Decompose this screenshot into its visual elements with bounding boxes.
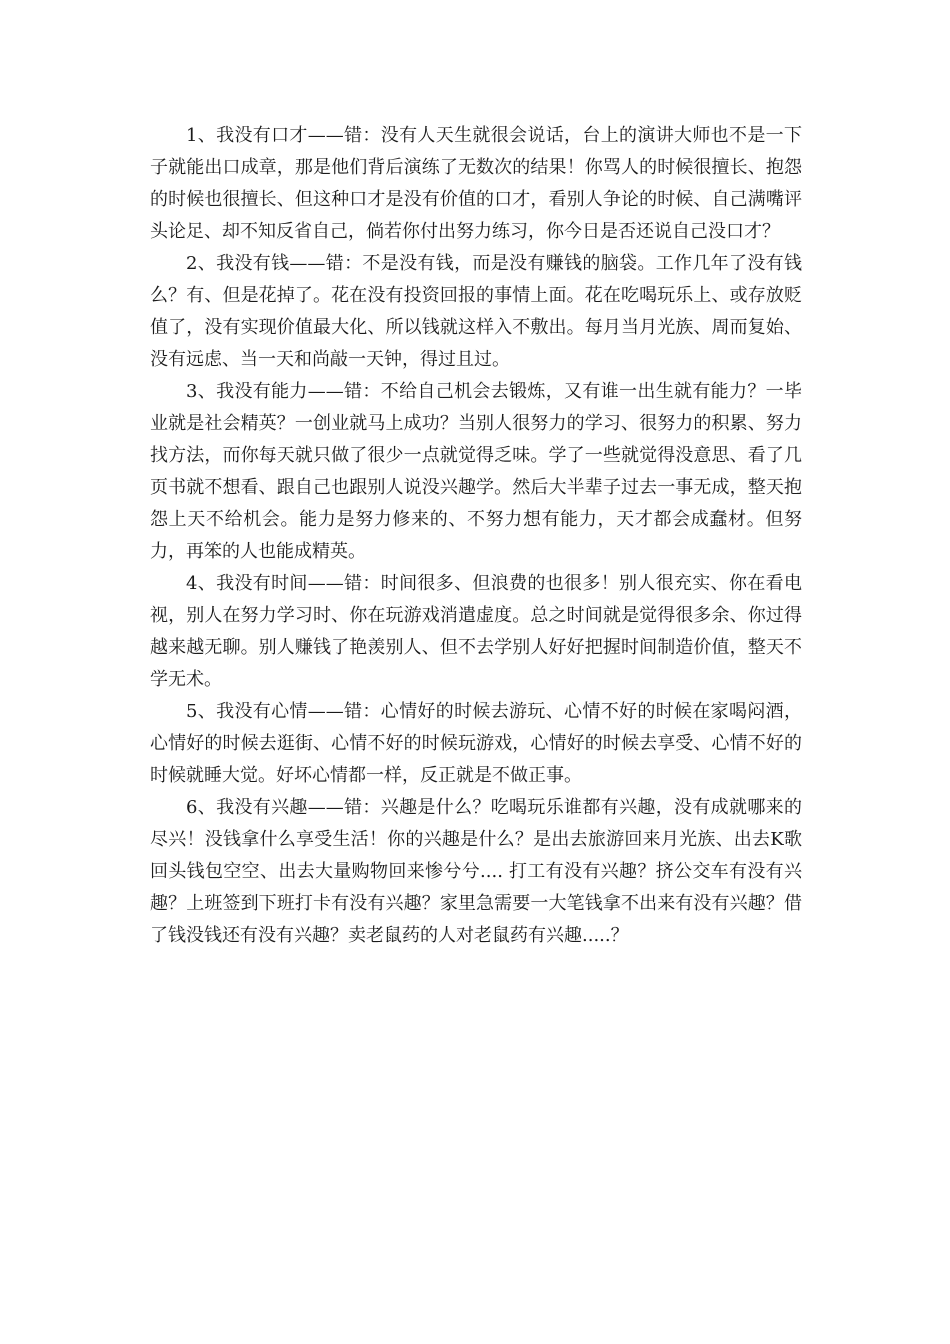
document-body	[150, 120, 802, 952]
paragraph-5: 5、我没有心情——错：心情好的时候去游玩、心情不好的时候在家喝闷酒，心情好的时候去逛街、心情不好的时候玩游戏，心情好的时候去享受、心情不好的时候就睡大觉。好坏心情都一样，反正就是不做正事。	[150, 701, 802, 786]
paragraph-6: 6、我没有兴趣——错：兴趣是什么？吃喝玩乐谁都有兴趣，没有成就哪来的尽兴！没钱拿什么享受生活！你的兴趣是什么？是出去旅游回来月光族、出去K歌回头钱包空空、出去大量购物回来惨兮兮.... 打工有没有兴趣？挤公交车有没有兴趣？上班签到下班打卡有没有兴趣？家里急需要一大笔钱拿不出来有没有兴趣？借了钱没钱还有没有兴趣？卖老鼠药的人对老鼠药有兴趣.....？	[150, 797, 802, 946]
paragraph-3: 3、我没有能力——错：不给自己机会去锻炼，又有谁一出生就有能力？一毕业就是社会精英？一创业就马上成功？当别人很努力的学习、很努力的积累、努力找方法，而你每天就只做了很少一点就觉得乏味。学了一些就觉得没意思、看了几页书就不想看、跟自己也跟别人说没兴趣学。然后大半辈子过去一事无成，整天抱怨上天不给机会。能力是努力修来的、不努力想有能力，天才都会成蠢材。但努力，再笨的人也能成精英。	[150, 381, 802, 562]
paragraph-2: 2、我没有钱——错：不是没有钱，而是没有赚钱的脑袋。工作几年了没有钱么？有、但是花掉了。花在没有投资回报的事情上面。花在吃喝玩乐上、或存放贬值了，没有实现价值最大化、所以钱就这样入不敷出。每月当月光族、周而复始、没有远虑、当一天和尚敲一天钟，得过且过。	[150, 253, 802, 370]
paragraph-4: 4、我没有时间——错：时间很多、但浪费的也很多！别人很充实、你在看电视，别人在努力学习时、你在玩游戏消遣虚度。总之时间就是觉得很多余、你过得越来越无聊。别人赚钱了艳羡别人、但不去学别人好好把握时间制造价值，整天不学无术。	[150, 573, 802, 690]
paragraph-1: 1、我没有口才——错：没有人天生就很会说话，台上的演讲大师也不是一下子就能出口成章，那是他们背后演练了无数次的结果！你骂人的时候很擅长、抱怨的时候也很擅长、但这种口才是没有价值的口才，看别人争论的时候、自己满嘴评头论足、却不知反省自己，倘若你付出努力练习，你今日是否还说自己没口才？	[150, 125, 802, 242]
